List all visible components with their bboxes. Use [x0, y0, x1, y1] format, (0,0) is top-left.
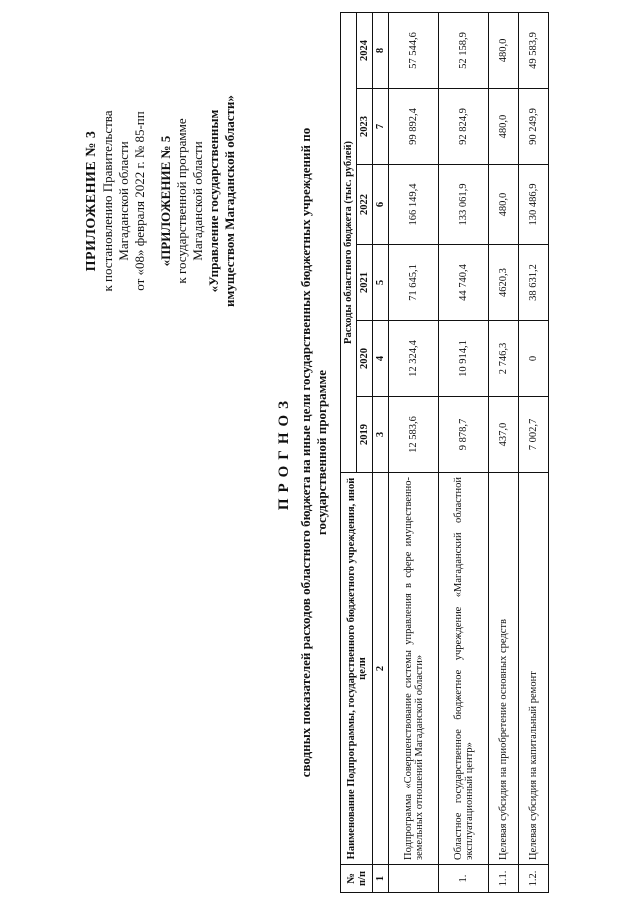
- budget-table: [340, 12, 549, 893]
- row-value: 90 249,9: [519, 89, 549, 165]
- document-subtitle: сводных показателей расходов областного бюджета на иные цели государственных бюджетных учреждений по государственной программе: [298, 127, 329, 778]
- row-value: 133 061,9: [439, 165, 489, 245]
- row-name: Областное государственное бюджетное учреждение «Магаданский областной эксплуатационный центр»: [439, 473, 489, 865]
- header-number: № п/п: [341, 865, 373, 893]
- index-cell: 6: [373, 165, 389, 245]
- row-number: 1.1.: [489, 865, 519, 893]
- appendix-subtitle: «ПРИЛОЖЕНИЕ № 5: [158, 135, 173, 267]
- row-value: 0: [519, 321, 549, 397]
- row-name: Целевая субсидия на капитальный ремонт: [519, 473, 549, 865]
- row-value: 12 583,6: [389, 397, 439, 473]
- index-row: [373, 12, 389, 892]
- row-value: 38 631,2: [519, 245, 549, 321]
- row-value: 437,0: [489, 397, 519, 473]
- header-line: Магаданской области: [190, 141, 205, 261]
- table-row: [489, 12, 519, 892]
- row-value: 92 824,9: [439, 89, 489, 165]
- index-cell: 8: [373, 12, 389, 88]
- row-value: 71 645,1: [389, 245, 439, 321]
- header-line: к государственной программе: [174, 118, 189, 284]
- header-line: к постановлению Правительства: [100, 110, 115, 292]
- row-value: 130 486,9: [519, 165, 549, 245]
- header-line: Магаданской области: [116, 141, 131, 261]
- header-budget: Расходы областного бюджета (тыс. рублей): [341, 12, 357, 472]
- header-line: от «08» февраля 2022 г. № 85-пп: [132, 111, 147, 291]
- row-value: 57 544,6: [389, 12, 439, 88]
- index-cell: 3: [373, 397, 389, 473]
- table-row: [519, 12, 549, 892]
- row-number: 1.2.: [519, 865, 549, 893]
- header-line: имуществом Магаданской области»: [222, 95, 237, 307]
- row-value: 480,0: [489, 165, 519, 245]
- table-row: [439, 12, 489, 892]
- row-value: 480,0: [489, 12, 519, 88]
- header-year: 2024: [357, 12, 373, 88]
- index-cell: 2: [373, 473, 389, 865]
- header-year: 2021: [357, 245, 373, 321]
- row-value: 2 746,3: [489, 321, 519, 397]
- row-value: 9 878,7: [439, 397, 489, 473]
- header-year: 2023: [357, 89, 373, 165]
- header-line: «Управление государственным: [206, 109, 221, 293]
- row-name: Целевая субсидия на приобретение основных средств: [489, 473, 519, 865]
- index-cell: 5: [373, 245, 389, 321]
- index-cell: 1: [373, 865, 389, 893]
- row-value: 49 583,9: [519, 12, 549, 88]
- row-value: 10 914,1: [439, 321, 489, 397]
- row-value: 44 740,4: [439, 245, 489, 321]
- row-name: Подпрограмма «Совершенствование системы управления в сфере имущественно-земельных отношений Магаданской области»: [389, 473, 439, 865]
- table-row: [389, 12, 439, 892]
- header-name: Наименование Подпрограммы, государственного бюджетного учреждения, иной цели: [341, 473, 373, 865]
- row-value: 166 149,4: [389, 165, 439, 245]
- row-value: 4620,3: [489, 245, 519, 321]
- index-cell: 4: [373, 321, 389, 397]
- document-title: ПРОГНОЗ: [276, 394, 292, 511]
- row-value: 480,0: [489, 89, 519, 165]
- row-number: 1.: [439, 865, 489, 893]
- appendix-title: ПРИЛОЖЕНИЕ № 3: [84, 130, 99, 272]
- row-value: 52 158,9: [439, 12, 489, 88]
- row-value: 12 324,4: [389, 321, 439, 397]
- appendix-header: [84, 36, 238, 366]
- row-value: 99 892,4: [389, 89, 439, 165]
- index-cell: 7: [373, 89, 389, 165]
- row-value: 7 002,7: [519, 397, 549, 473]
- header-year: 2022: [357, 165, 373, 245]
- row-number: [389, 865, 439, 893]
- header-year: 2020: [357, 321, 373, 397]
- header-year: 2019: [357, 397, 373, 473]
